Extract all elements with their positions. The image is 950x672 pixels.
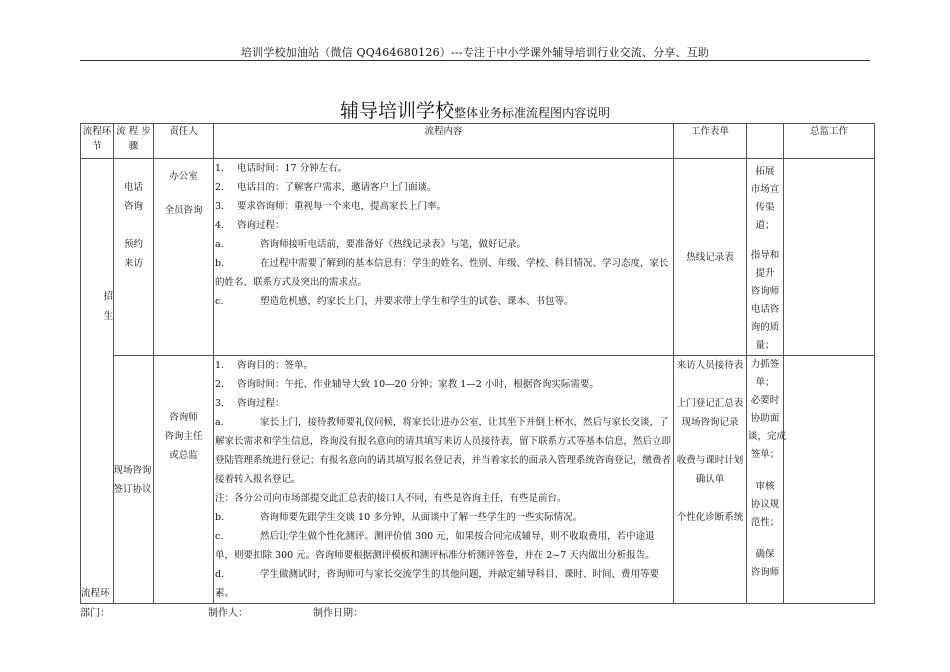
person-onsite — [154, 356, 214, 604]
form-item: 收费与课时计划 — [676, 455, 744, 466]
form-phone: 热线记录表 — [674, 159, 747, 356]
dir-line: 量； — [755, 340, 775, 351]
num: 1. — [215, 163, 225, 174]
dir-line: 询的质 — [750, 322, 780, 333]
dir-line: 市场宣 — [750, 184, 780, 195]
dir-line: 拓展 — [755, 166, 775, 177]
header-work-form: 工作表单 — [674, 124, 747, 159]
stage-label-2: 生 — [103, 311, 113, 322]
content-onsite-1: 咨询目的：签单。 — [237, 360, 314, 371]
person-phone — [154, 159, 214, 356]
content-phone-b: 在过程中需要了解到的基本信息有：学生的姓名、性别、年级、学校、科目情况、学习态度，家长的姓名、联系方式及突出的需求点。 — [215, 258, 669, 288]
dir-line: 协议规 — [750, 499, 780, 510]
forms-onsite — [674, 356, 747, 604]
header-responsible: 责任人 — [154, 124, 214, 159]
form-item: 上门登记汇总表 — [676, 398, 744, 409]
step-onsite-l1: 现场咨询 — [113, 464, 152, 476]
step-phone-l1: 电话 — [123, 182, 143, 193]
content-onsite-2: 咨询时间：午托、作业辅导大致 10—20 分钟；家教 1—2 小时，根据咨询实际需要。 — [237, 379, 599, 390]
num: 3. — [215, 398, 225, 409]
num: 4. — [215, 220, 225, 231]
process-table — [80, 123, 875, 604]
num: 2. — [215, 182, 225, 193]
dir-line: 咨询师 — [750, 286, 780, 297]
title-sub: 整体业务标准流程图内容说明 — [454, 106, 611, 120]
director-work-onsite — [784, 356, 875, 604]
num: 1. — [215, 360, 225, 371]
dir-line: 协助面 — [750, 413, 780, 424]
form-item: 现场咨询记录 — [681, 417, 739, 428]
header-director-work: 总监工作 — [784, 124, 875, 159]
num: b. — [215, 258, 225, 269]
dir-line: 确保 — [755, 549, 775, 560]
dir-line: 力抓签 — [750, 359, 780, 370]
content-phone-3: 要求咨询师：重视每一个来电，提高家长上门率。 — [237, 201, 447, 212]
dir-line: 谈，完成 — [748, 431, 787, 442]
person-onsite-l1: 咨询师 — [169, 412, 198, 423]
header-divider — [80, 60, 870, 61]
content-onsite-3: 咨询过程： — [237, 398, 285, 409]
stage-cell — [81, 159, 114, 604]
content-phone-a: 咨询师接听电话前，要准备好《热线记录表》与笔，做好记录。 — [260, 239, 527, 250]
dir-line: 提升 — [755, 268, 775, 279]
title-main: 辅导培训学校 — [339, 100, 454, 122]
content-onsite-b: 咨询师要先跟学生交谈 10 多分钟，从面谈中了解一些学生的一些实际情况。 — [260, 512, 583, 523]
document-title — [0, 96, 950, 123]
content-onsite — [214, 356, 674, 604]
dir-line: 传渠道； — [755, 202, 775, 231]
step-phone-l2: 咨询 — [123, 201, 143, 212]
content-phone — [214, 159, 674, 356]
content-phone-2: 电话目的：了解客户需求，邀请客户上门面谈。 — [237, 182, 437, 193]
header-blank — [747, 124, 784, 159]
dir-line: 审核 — [755, 481, 775, 492]
dir-line: 电话咨 — [750, 304, 780, 315]
step-onsite — [114, 356, 154, 604]
content-phone-4: 咨询过程： — [237, 220, 285, 231]
form-item: 来访人员接待表 — [676, 360, 744, 371]
person-phone-l2: 全员咨询 — [164, 205, 203, 216]
header-process-content: 流程内容 — [214, 124, 674, 159]
director-onsite — [747, 356, 787, 604]
content-onsite-c: 然后让学生做个性化测评。测评价值 300 元，如果按合同完成辅导，则不收取费用，若中途退单，则要扣除 300 元。咨询师要根据测评模板和测评标准分析测评答卷，并在 2~7 天内做出分析报告。 — [215, 531, 655, 561]
table-header-row — [81, 124, 875, 159]
header-process-stage: 流程环节 — [81, 124, 114, 159]
content-phone-c: 塑造危机感，约家长上门，并要求带上学生和学生的试卷、课本、书包等。 — [260, 296, 574, 307]
table-row-phone — [81, 159, 875, 356]
num: d. — [215, 569, 225, 580]
num: c. — [215, 531, 224, 542]
dir-line: 指导和 — [750, 250, 780, 261]
footer-dept: 部门： — [80, 608, 110, 619]
content-phone-1: 电话时间：17 分钟左右。 — [237, 163, 348, 174]
step-phone-l4: 来访 — [123, 258, 143, 269]
num: a. — [215, 239, 224, 250]
stage-label-1: 招 — [103, 291, 113, 302]
content-onsite-d: 学生做测试时，咨询师可与家长交流学生的其他问题，并敲定辅导科目、课时、时间、费用等要素。 — [215, 569, 660, 599]
step-phone-l3: 预约 — [123, 239, 143, 250]
content-onsite-note: 注：各分公司向市场部提交此汇总表的接口人不同，有些是咨询主任，有些是前台。 — [215, 493, 567, 504]
num: b. — [215, 512, 225, 523]
dir-line: 单； — [755, 377, 775, 388]
dir-line: 范性； — [750, 517, 780, 528]
person-phone-l1: 办公室 — [169, 171, 198, 182]
stage-label-bottom: 流程环 — [81, 588, 110, 599]
step-onsite-l2: 签订协议 — [113, 483, 152, 495]
num: 3. — [215, 201, 225, 212]
form-item: 确认单 — [695, 474, 725, 485]
director-phone — [747, 159, 784, 356]
footer-date: 制作日期： — [313, 608, 363, 619]
num: c. — [215, 296, 224, 307]
content-onsite-a: 家长上门，接待教师要礼仪问候，将家长让进办公室，让其坐下并倒上杯水，然后与家长交谈，了解家长需求和学生信息，咨询没有报名意向的请其填写来访人员接待表，留下联系方式等基本信息，然后立即登陆管理系统进行登记；有报名意向的请其填写报名登记表，并当着家长的面录入管理系统咨询登记，缴费者接着转入报名登记。 — [215, 417, 672, 485]
form-item: 个性化诊断系统 — [676, 512, 744, 523]
person-onsite-l2: 咨询主任 — [164, 431, 203, 442]
dir-line: 必要时 — [750, 395, 780, 406]
page-header-text: 培训学校加油站（微信 QQ464680126）---专注于中小学课外辅导培训行业交流、分享、互助 — [240, 46, 710, 59]
dir-line: 签单； — [750, 449, 780, 460]
num: a. — [215, 417, 224, 428]
director-work-phone — [784, 159, 875, 356]
person-onsite-l3: 或总监 — [169, 450, 198, 461]
num: 2. — [215, 379, 225, 390]
dir-line: 咨询师 — [750, 567, 780, 578]
footer-maker: 制作人： — [208, 608, 248, 619]
step-phone — [114, 159, 154, 356]
header-process-step: 流 程 步 骤 — [114, 124, 154, 159]
table-row-onsite — [81, 356, 875, 604]
